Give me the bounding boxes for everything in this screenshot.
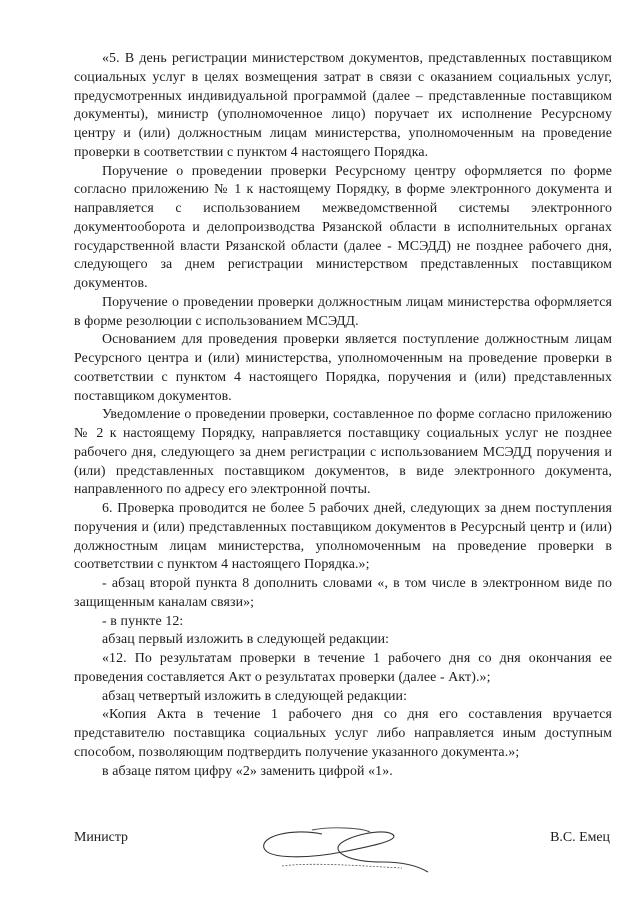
- paragraph-notification: Уведомление о проведении проверки, составленное по форме согласно приложению № 2 к настоящему Порядку, направляется поставщику социальных услуг не позднее рабочего дня, следующего за днем регистрации с использованием МСЭДД поручения и (или) представленных поставщиком документов, в виде электронного документа, направленного по адресу его электронной почты.: [74, 407, 612, 498]
- signatory-title: Министр: [74, 830, 129, 845]
- paragraph-item-12-heading: - в пункте 12:: [102, 613, 184, 629]
- paragraph-instruction-officials: Поручение о проведении проверки должностным лицам министерства оформляется в форме резолюции с использованием МСЭДД.: [74, 294, 612, 329]
- paragraph-act-copy: «Копия Акта в течение 1 рабочего дня со дня его составления вручается представителю поставщика социальных услуг либо направляется иным доступным способом, позволяющим подтвердить получение указанного документа.»;: [74, 707, 612, 760]
- paragraph-instruction-resource-center: Поручение о проведении проверки Ресурсному центру оформляется по форме согласно приложению № 1 к настоящему Порядку, в форме электронного документа и направляется с использованием межведомственной системы электронного документооборота и делопроизводства Рязанской области в исполнительных органах государственной власти Рязанской области (далее - МСЭДД) не позднее рабочего дня, следующего за днем регистрации министерством представленных поставщиком документов.: [74, 163, 612, 291]
- paragraph-grounds: Основанием для проведения проверки является поступление должностным лицам Ресурсного центра и (или) министерства, уполномоченным на проведение проверки в соответствии с пунктом 4 настоящего Порядка, поручения и (или) представленных поставщиком документов.: [74, 332, 612, 404]
- signatory-name: В.С. Емец: [550, 830, 610, 845]
- paragraph-item-8-amendment: - абзац второй пункта 8 дополнить словами «, в том числе в электронном виде по защищенным каналам связи»;: [74, 576, 612, 610]
- document-body: [74, 50, 612, 781]
- paragraph-12: «12. По результатам проверки в течение 1 рабочего дня со дня окончания ее проведения составляется Акт о результатах проверки (далее - Акт).»;: [74, 651, 612, 685]
- paragraph-fourth-abzac-note: абзац четвертый изложить в следующей редакции:: [102, 688, 408, 704]
- signature-block: [74, 822, 612, 882]
- paragraph-fifth-abzac-change: в абзаце пятом цифру «2» заменить цифрой «1».: [102, 763, 393, 779]
- paragraph-5: «5. В день регистрации министерством документов, представленных поставщиком социальных услуг в целях возмещения затрат в связи с оказанием социальных услуг, предусмотренных индивидуальной программой (далее – представленные поставщиком документы), министр (уполномоченное лицо) поручает их исполнение Ресурсному центру и (или) должностным лицам министерства, уполномоченным на проведение проверки в соответствии с пунктом 4 настоящего Порядка.: [74, 51, 612, 160]
- paragraph-first-abzac-note: абзац первый изложить в следующей редакции:: [102, 632, 390, 648]
- handwritten-signature: [252, 822, 432, 882]
- paragraph-6: 6. Проверка проводится не более 5 рабочих дней, следующих за днем поступления поручения и (или) представленных поставщиком документов в Ресурсный центр и (или) должностным лицам министерства, уполномоченным на проведение проверки в соответствии с пунктом 4 настоящего Порядка.»;: [74, 501, 612, 573]
